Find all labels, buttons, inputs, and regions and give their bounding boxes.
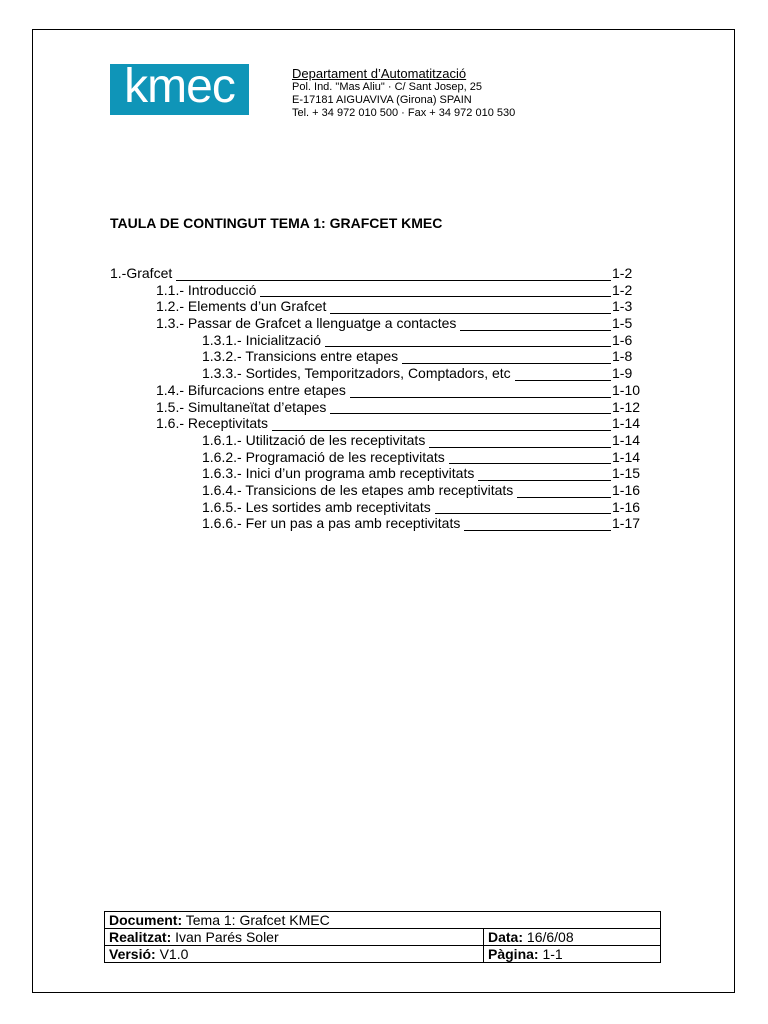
toc-leader-line xyxy=(350,397,611,398)
document-row xyxy=(105,912,661,929)
document-value: Tema 1: Grafcet KMEC xyxy=(185,912,330,928)
toc-entry[interactable] xyxy=(110,482,650,499)
toc-entry[interactable] xyxy=(110,315,650,332)
author-value: Ivan Parés Soler xyxy=(175,929,279,945)
document-cell xyxy=(105,912,661,929)
toc-leader-line xyxy=(449,463,611,464)
toc-entry-page: 1-14 xyxy=(612,431,641,448)
toc-entry-page: 1-15 xyxy=(612,465,641,482)
version-label: Versió: xyxy=(109,946,156,962)
date-label: Data: xyxy=(488,929,524,945)
toc-entry-label: 1.6.- Receptivitats xyxy=(156,415,269,432)
contact-line: Tel. + 34 972 010 500 · Fax + 34 972 010 530 xyxy=(292,107,516,119)
toc-entry[interactable] xyxy=(110,382,650,399)
toc-entry-label: 1.-Grafcet xyxy=(110,265,173,281)
toc-entry-label: 1.1.- Introducció xyxy=(156,281,257,298)
toc-entry-page: 1-5 xyxy=(612,315,633,332)
toc-leader-line xyxy=(435,513,611,514)
toc-entry[interactable] xyxy=(110,332,650,349)
toc-entry-label: 1.3.3.- Sortides, Temporitzadors, Comptadors, etc xyxy=(202,365,511,382)
kmec-logo xyxy=(110,59,249,115)
toc-leader-line xyxy=(176,280,611,281)
toc-entry-page: 1-3 xyxy=(612,298,633,315)
toc-entry-page: 1-8 xyxy=(612,348,633,365)
toc-entry-label: 1.4.- Bifurcacions entre etapes xyxy=(156,381,346,398)
department-info xyxy=(292,66,592,120)
toc-entry-page: 1-2 xyxy=(612,281,633,298)
toc-entry[interactable] xyxy=(110,449,650,466)
date-value: 16/6/08 xyxy=(526,929,574,945)
toc-entry-page: 1-16 xyxy=(612,498,641,515)
author-cell xyxy=(105,929,484,946)
toc-leader-line xyxy=(260,296,611,297)
toc-entry[interactable] xyxy=(110,298,650,315)
toc-leader-line xyxy=(330,313,611,314)
toc-entry-label: 1.5.- Simultaneïtat d’etapes xyxy=(156,398,327,415)
toc-leader-line xyxy=(272,430,611,431)
toc-leader-line xyxy=(515,380,611,381)
version-value: V1.0 xyxy=(159,946,189,962)
toc-entry[interactable] xyxy=(110,282,650,299)
date-cell xyxy=(484,929,661,946)
toc-entry-label: 1.6.4.- Transicions de les etapes amb receptivitats xyxy=(202,481,514,498)
toc-leader-line xyxy=(517,497,611,498)
logo-text: kmec xyxy=(124,59,235,113)
toc-entry-label: 1.3.1.- Inicialització xyxy=(202,331,322,348)
toc-entry-label: 1.3.2.- Transicions entre etapes xyxy=(202,348,399,365)
toc-entry[interactable] xyxy=(110,365,650,382)
toc-leader-line xyxy=(330,413,611,414)
toc-entry-page: 1-17 xyxy=(612,515,641,532)
toc-entry-label: 1.2.- Elements d’un Grafcet xyxy=(156,298,327,315)
document-label: Document: xyxy=(109,912,183,928)
toc-entry[interactable] xyxy=(110,465,650,482)
toc-leader-line xyxy=(478,480,611,481)
toc-entry[interactable] xyxy=(110,499,650,516)
version-cell xyxy=(105,946,484,963)
toc-entry-page: 1-2 xyxy=(612,265,633,281)
address-line-2: E-17181 AIGUAVIVA (Girona) SPAIN xyxy=(292,94,472,106)
toc-entry[interactable] xyxy=(110,432,650,449)
department-name: Departament d’Automatització xyxy=(292,66,467,81)
toc-entry-page: 1-9 xyxy=(612,365,633,382)
toc-entry[interactable] xyxy=(110,265,650,282)
address-line-1: Pol. Ind. "Mas Aliu" · C/ Sant Josep, 25 xyxy=(292,81,483,93)
toc-entry[interactable] xyxy=(110,348,650,365)
table-of-contents xyxy=(110,265,650,532)
author-label: Realitzat: xyxy=(109,929,172,945)
toc-entry-label: 1.3.- Passar de Grafcet a llenguatge a contactes xyxy=(156,315,457,332)
toc-leader-line xyxy=(464,530,611,531)
toc-leader-line xyxy=(460,330,611,331)
version-row xyxy=(105,946,661,963)
toc-entry[interactable] xyxy=(110,415,650,432)
toc-entry-label: 1.6.6.- Fer un pas a pas amb receptivitats xyxy=(202,515,461,532)
page-value: 1-1 xyxy=(542,946,563,962)
toc-entry[interactable] xyxy=(110,515,650,532)
toc-entry-label: 1.6.5.- Les sortides amb receptivitats xyxy=(202,498,431,515)
toc-entry-page: 1-12 xyxy=(612,398,641,415)
toc-entry-page: 1-6 xyxy=(612,331,633,348)
toc-entry-page: 1-14 xyxy=(612,448,641,465)
toc-entry[interactable] xyxy=(110,399,650,416)
author-row xyxy=(105,929,661,946)
toc-entry-label: 1.6.3.- Inici d’un programa amb receptivitats xyxy=(202,465,475,482)
page-cell xyxy=(484,946,661,963)
toc-leader-line xyxy=(402,363,611,364)
toc-entry-page: 1-14 xyxy=(612,415,641,432)
toc-entry-label: 1.6.2.- Programació de les receptivitats xyxy=(202,448,445,465)
toc-entry-page: 1-16 xyxy=(612,481,641,498)
page-label: Pàgina: xyxy=(488,946,539,962)
toc-leader-line xyxy=(429,447,611,448)
toc-title: TAULA DE CONTINGUT TEMA 1: GRAFCET KMEC xyxy=(110,215,443,231)
toc-leader-line xyxy=(325,346,611,347)
toc-entry-page: 1-10 xyxy=(612,381,641,398)
toc-entry-label: 1.6.1.- Utilització de les receptivitats xyxy=(202,431,426,448)
document-info-table xyxy=(104,911,661,963)
